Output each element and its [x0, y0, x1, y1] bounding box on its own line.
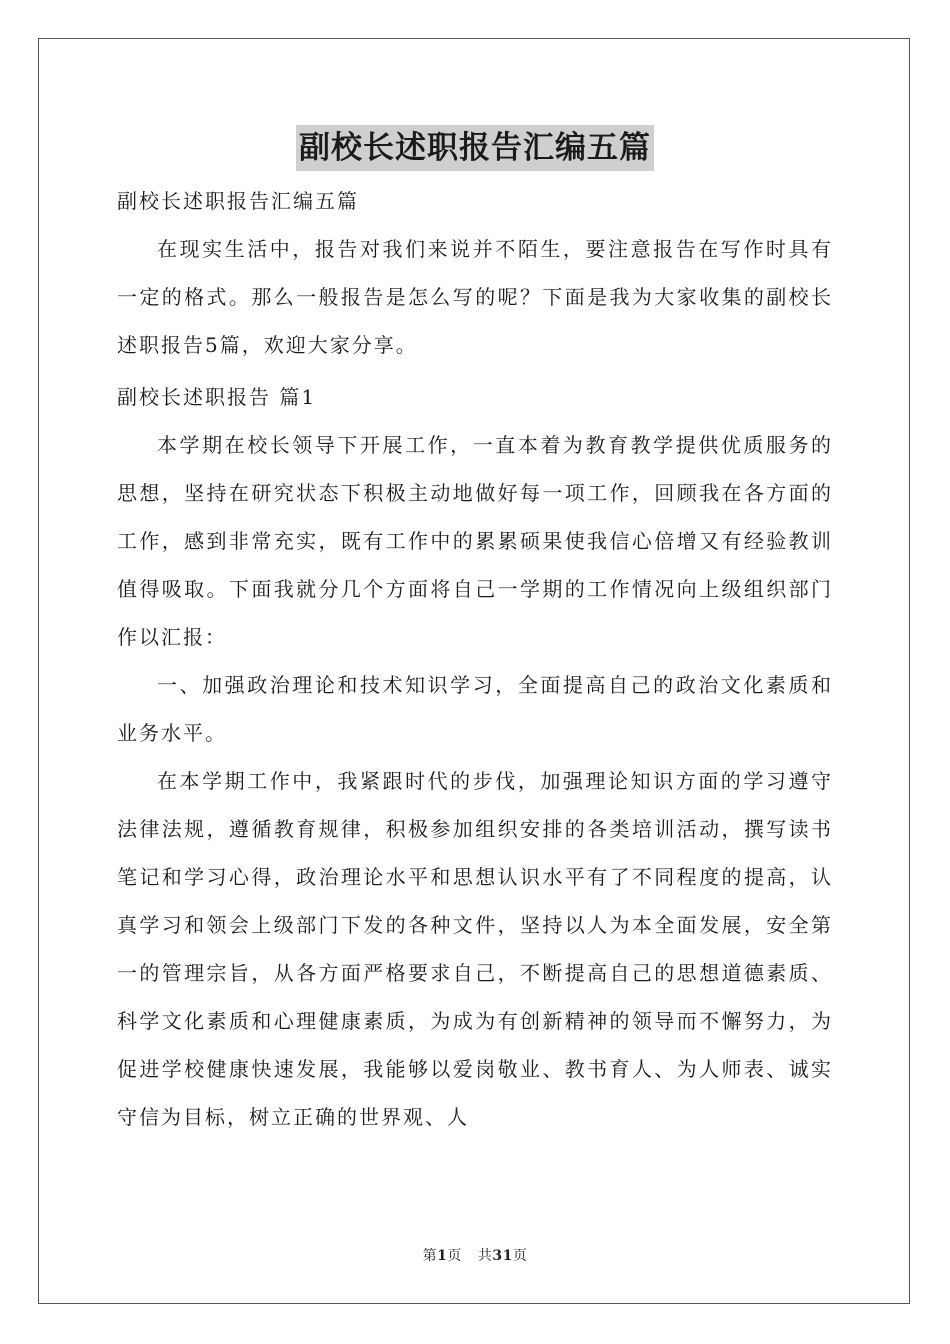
section-heading: 副校长述职报告 篇1 — [117, 385, 317, 409]
current-page-number: 1 — [437, 1248, 448, 1264]
subtitle-line: 副校长述职报告汇编五篇 — [117, 189, 359, 213]
document-title: 副校长述职报告汇编五篇 — [296, 125, 654, 171]
page-footer — [0, 1245, 950, 1265]
total-page-count: 31 — [492, 1248, 513, 1264]
document-body — [117, 177, 833, 1141]
body-paragraph: 本学期在校长领导下开展工作，一直本着为教育教学提供优质服务的思想，坚持在研究状态下积极主动地做好每一项工作，回顾我在各方面的工作，感到非常充实，既有工作中的累累硕果使我信心倍增又有经验教训值得吸取。下面我就分几个方面将自己一学期的工作情况向上级组织部门作以汇报： — [117, 433, 833, 649]
total-suffix: 页 — [512, 1248, 528, 1264]
total-prefix: 共 — [477, 1248, 493, 1264]
intro-paragraph: 在现实生活中，报告对我们来说并不陌生，要注意报告在写作时具有一定的格式。那么一般报告是怎么写的呢？下面是我为大家收集的副校长述职报告5篇，欢迎大家分享。 — [117, 237, 833, 357]
page-prefix: 第 — [422, 1248, 438, 1264]
body-paragraph: 在本学期工作中，我紧跟时代的步伐，加强理论知识方面的学习遵守法律法规，遵循教育规律，积极参加组织安排的各类培训活动，撰写读书笔记和学习心得，政治理论水平和思想认识水平有了不同程度的提高，认真学习和领会上级部门下发的各种文件，坚持以人为本全面发展，安全第一的管理宗旨，从各方面严格要求自己，不断提高自己的思想道德素质、科学文化素质和心理健康素质，为成为有创新精神的领导而不懈努力，为促进学校健康快速发展，我能够以爱岗敬业、教书育人、为人师表、诚实守信为目标，树立正确的世界观、人 — [117, 769, 833, 1129]
point-heading: 一、加强政治理论和技术知识学习，全面提高自己的政治文化素质和业务水平。 — [117, 673, 833, 745]
page-suffix: 页 — [447, 1248, 462, 1264]
title-container — [0, 125, 950, 171]
